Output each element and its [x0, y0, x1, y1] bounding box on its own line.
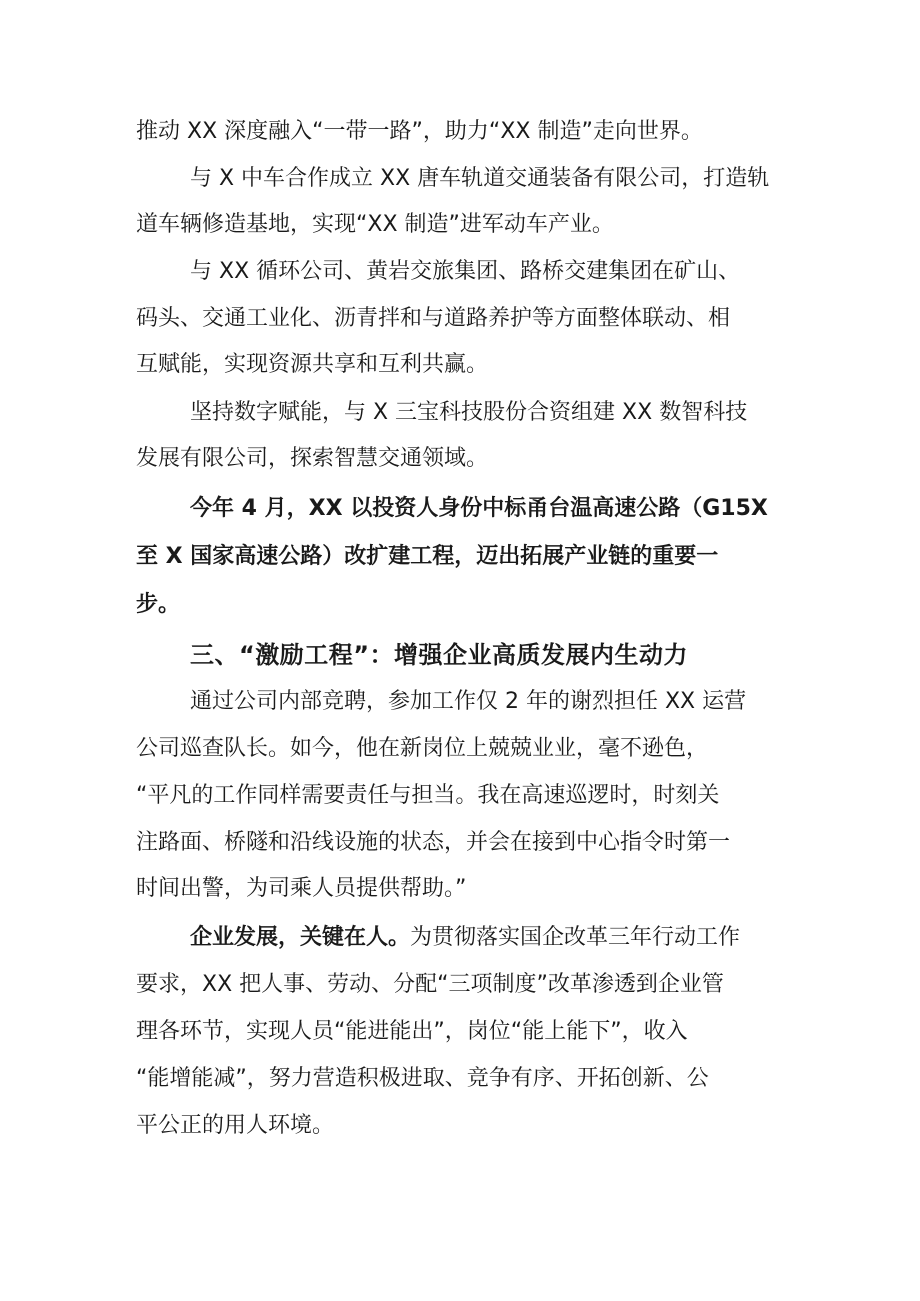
text-line: 公司巡查队长。如今，他在新岗位上兢兢业业，毫不逊色，: [136, 736, 709, 761]
text-line: “平凡的工作同样需要责任与担当。我在高速巡逻时，时刻关: [136, 783, 720, 808]
text-line: 道车辆修造基地，实现“XX 制造”进军动车产业。: [136, 212, 614, 237]
text-line: 理各环节，实现人员“能进能出”，岗位“能上能下”，收入: [136, 1019, 688, 1044]
text-line: 发展有限公司，探索智慧交通领域。: [136, 446, 489, 471]
text-line: 码头、交通工业化、沥青拌和与道路养护等方面整体联动、相: [136, 306, 731, 331]
text-line: 今年 4 月，XX 以投资人身份中标甬台温高速公路（G15X: [190, 496, 768, 521]
text-line: 互赋能，实现资源共享和互利共赢。: [136, 352, 489, 377]
text-line: 要求，XX 把人事、劳动、分配“三项制度”改革渗透到企业管: [136, 972, 724, 997]
text-line: 与 XX 循环公司、黄岩交旅集团、路桥交建集团在矿山、: [190, 259, 741, 284]
text-line: “能增能减”，努力营造积极进取、竞争有序、开拓创新、公: [136, 1066, 709, 1091]
text-line: 坚持数字赋能，与 X 三宝科技股份合资组建 XX 数智科技: [190, 400, 748, 425]
text-line: 平公正的用人环境。: [136, 1113, 335, 1138]
section-heading: 三、“激励工程”：增强企业高质发展内生动力: [190, 641, 689, 669]
text-line-mixed: [190, 923, 740, 953]
text-line: 时间出警，为司乘人员提供帮助。”: [136, 876, 467, 901]
text-line: 与 X 中车合作成立 XX 唐车轨道交通装备有限公司，打造轨: [190, 166, 770, 191]
text-line: 推动 XX 深度融入“一带一路”，助力“XX 制造”走向世界。: [136, 119, 703, 144]
text-line: 至 X 国家高速公路）改扩建工程，迈出拓展产业链的重要一: [136, 544, 719, 569]
text-line: 注路面、桥隧和沿线设施的状态，并会在接到中心指令时第一: [136, 830, 731, 855]
text-line: 步。: [136, 592, 181, 617]
text-line: 通过公司内部竞聘，参加工作仅 2 年的谢烈担任 XX 运营: [190, 689, 747, 714]
bold-lead-text: 企业发展，关键在人。: [190, 925, 411, 950]
regular-text: 为贯彻落实国企改革三年行动工作: [410, 925, 741, 950]
